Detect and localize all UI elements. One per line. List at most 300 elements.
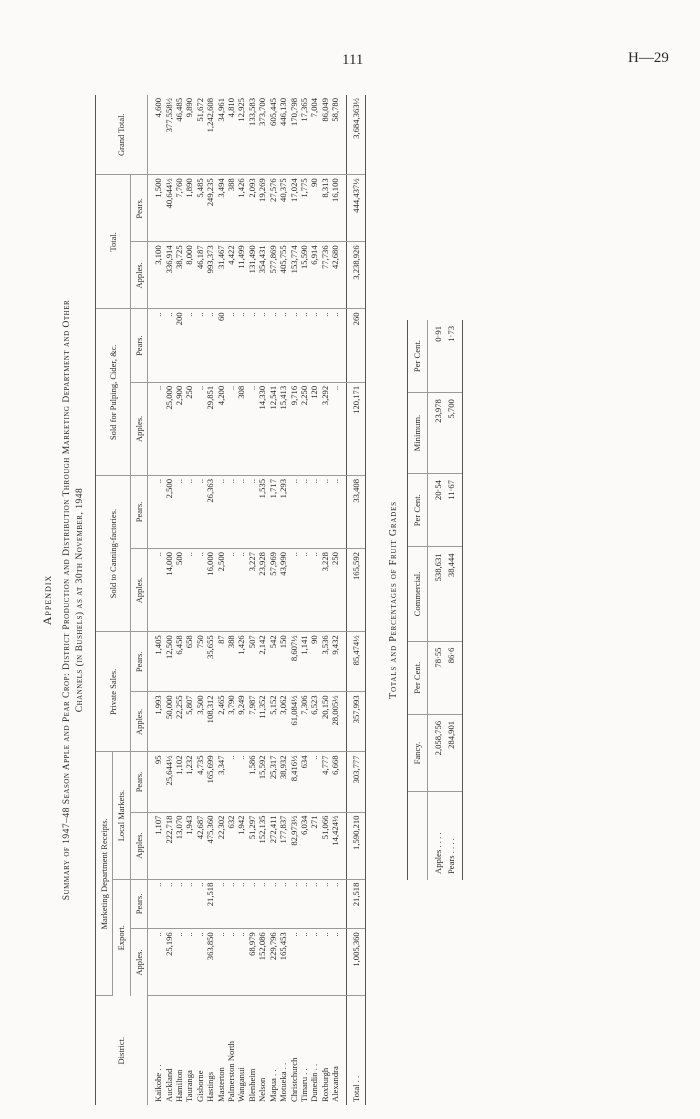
header-pears: Pears. [130,632,147,692]
grades-table [407,320,463,880]
summary-title-line1: Summary of 1947–48 Season Apple and Pear Crop: District Production and Distribution Through Marketing Department and Other [62,299,72,901]
table-cell: 34,961 [216,95,226,175]
total-cell: 85,474½ [346,632,365,692]
table-cell: 7,760 [174,175,184,242]
table-cell: .. [309,549,319,632]
table-cell: 50,000 [164,692,174,752]
table-cell: .. [236,309,246,382]
table-cell: 507 [247,632,257,692]
table-cell: .. [226,549,236,632]
table-cell: 61,084½ [289,692,299,752]
table-cell: .. [226,752,236,812]
table-cell: 658 [184,632,194,692]
district-name: Christchurch [288,1057,299,1102]
table-cell: 250 [330,549,346,632]
table-cell: 2,142 [257,632,267,692]
table-cell: .. [148,549,164,632]
table-cell: 6,034 [299,812,309,879]
table-cell: 250 [184,382,194,475]
grades-row [427,320,445,880]
grades-row [445,320,463,880]
district-name: Nelson [257,1077,268,1102]
table-cell: .. [289,879,299,929]
table-cell: 133,583 [247,95,257,175]
table-cell: 5,152 [268,692,278,752]
table-cell: 170,798 [289,95,299,175]
rotated-content [40,90,660,1110]
table-cell: 475,360 [205,812,215,879]
table-cell: .. [195,549,205,632]
grades-body [427,320,462,880]
table-cell: 1,242,608 [205,95,215,175]
header-private: Private Sales. [96,632,131,752]
table-cell: .. [320,475,330,548]
table-cell: .. [148,879,164,929]
table-cell: 1,717 [268,475,278,548]
table-cell: .. [330,382,346,475]
table-cell: .. [148,309,164,382]
table-cell: 25,644½ [164,752,174,812]
table-cell: .. [148,382,164,475]
district-name: Timaru . . [298,1068,309,1102]
grades-header-blank [407,792,427,880]
table-cell: .. [184,309,194,382]
table-cell: .. [278,309,288,382]
table-cell: 6,458 [174,632,184,692]
header-grand-total: Grand Total. [96,95,148,175]
table-cell: .. [299,475,309,548]
header-apples: Apples. [130,242,147,309]
table-cell: 15,413 [278,382,288,475]
table-cell: 5,807 [184,692,194,752]
table-cell: 388 [226,175,236,242]
header-apples: Apples. [130,382,147,475]
table-cell: .. [236,475,246,548]
district-name: Hamilton [174,1069,185,1102]
table-cell: 25,317 [268,752,278,812]
total-cell: 303,777 [346,752,365,812]
page-reference: H—29 [628,50,669,66]
table-cell: 4,422 [226,242,236,309]
table-cell: 90 [309,632,319,692]
grades-cell: 0·91 [427,320,445,393]
table-cell: 354,431 [257,242,267,309]
table-cell: .. [226,382,236,475]
header-pears: Pears. [130,475,147,548]
table-cell: 3,062 [278,692,288,752]
table-cell: .. [226,309,236,382]
table-cell: 993,373 [205,242,215,309]
table-cell: 51,066 [320,812,330,879]
table-cell: 31,467 [216,242,226,309]
table-cell: 21,518 [205,879,215,929]
table-cell: .. [195,382,205,475]
table-cell: 9,249 [236,692,246,752]
table-cell: .. [330,929,346,996]
table-cell: 6,914 [309,242,319,309]
table-cell: 14,330 [257,382,267,475]
table-cell: 131,490 [247,242,257,309]
table-cell: .. [320,879,330,929]
grades-header-percent: Per Cent. [407,320,427,393]
table-cell: .. [320,309,330,382]
table-cell: .. [184,879,194,929]
table-cell: .. [299,309,309,382]
total-cell: 3,684,363½ [346,95,365,175]
grades-cell: 38,444 [445,547,463,641]
total-cell: 3,238,926 [346,242,365,309]
table-cell: 8,607½ [289,632,299,692]
grades-cell: 5,700 [445,393,463,474]
header-apples: Apples. [130,929,147,996]
table-cell: 5,485 [195,175,205,242]
table-cell: 165,699 [205,752,215,812]
grades-cell: 2,058,756 [427,714,445,791]
district-name: Auckland [163,1068,174,1102]
table-row [195,95,205,1105]
fruit-name: Apples . . . . [432,832,443,874]
table-row [205,95,215,1105]
table-cell: .. [226,475,236,548]
table-cell: 108,312 [205,692,215,752]
table-cell: 500 [174,549,184,632]
table-cell: 90 [309,175,319,242]
grades-cell: 78·55 [427,641,445,714]
table-cell: .. [226,929,236,996]
table-cell: 13,070 [174,812,184,879]
grades-header-fancy: Fancy. [407,714,427,791]
table-cell: .. [174,879,184,929]
table-cell: 40,644½ [164,175,174,242]
table-cell: 4,200 [216,382,226,475]
district-name: Masterton [215,1067,226,1102]
district-name: Dunedin . . [309,1063,320,1102]
table-cell: .. [216,475,226,548]
grades-header-minimum: Minimum. [407,393,427,474]
district-name: Gisborne [194,1070,205,1102]
table-cell: 12,541 [268,382,278,475]
table-row [148,95,164,1105]
table-cell: 200 [174,309,184,382]
table-cell: 2,250 [299,382,309,475]
table-row [247,95,257,1105]
table-cell: 46,187 [195,242,205,309]
table-row [184,95,194,1105]
table-cell: 2,500 [216,549,226,632]
table-cell: 6,523 [309,692,319,752]
table-row [174,95,184,1105]
summary-title [61,90,87,1110]
table-cell: .. [164,309,174,382]
table-cell: 1,426 [236,632,246,692]
table-cell: .. [164,879,174,929]
district-name: Roxburgh [319,1067,330,1102]
header-apples: Apples. [130,812,147,879]
grades-cell: 86·6 [445,641,463,714]
table-cell: .. [268,309,278,382]
table-row [320,95,330,1105]
header-pears: Pears. [130,879,147,929]
table-cell: 35,655 [205,632,215,692]
table-cell: 3,100 [148,242,164,309]
table-cell: 3,347 [216,752,226,812]
table-cell: 16,100 [330,175,346,242]
table-cell: 77,736 [320,242,330,309]
table-row [216,95,226,1105]
table-cell: 3,500 [195,692,205,752]
table-cell: 28,005½ [330,692,346,752]
table-cell: 16,000 [205,549,215,632]
table-cell: 1,107 [148,812,164,879]
table-cell: .. [309,752,319,812]
table-cell: 150 [278,632,288,692]
table-cell: .. [257,309,267,382]
table-cell: 634 [299,752,309,812]
table-cell: 605,445 [268,95,278,175]
header-canning: Sold to Canning-factories. [96,475,131,631]
total-row [346,95,365,1105]
table-cell: .. [289,929,299,996]
fruit-name: Pears . . . . [445,792,463,880]
table-cell: .. [257,879,267,929]
table-cell: .. [330,475,346,548]
table-cell: .. [289,475,299,548]
table-cell: 95 [148,752,164,812]
table-cell: 3,292 [320,382,330,475]
table-cell: 40,375 [278,175,288,242]
grades-cell: 538,631 [427,547,445,641]
table-cell: 51,297 [247,812,257,879]
table-cell: .. [330,309,346,382]
table-cell: 1,890 [184,175,194,242]
table-cell: 152,086 [257,929,267,996]
table-cell: 177,837 [278,812,288,879]
total-cell: 357,993 [346,692,365,752]
table-row [330,95,346,1105]
grades-title: Totals and Percentages of Fruit Grades [387,501,399,699]
grades-cell: 20·54 [427,474,445,547]
table-cell: 12,925 [236,95,246,175]
table-row [268,95,278,1105]
table-cell: 750 [195,632,205,692]
table-cell: 8,313 [320,175,330,242]
total-cell: 260 [346,309,365,382]
table-cell: 38,932 [278,752,288,812]
grades-header-percent: Per Cent. [407,641,427,714]
header-marketing: Marketing Department Receipts. [96,752,113,996]
table-cell: 2,500 [164,475,174,548]
grades-header-percent: Per Cent. [407,474,427,547]
table-cell: 42,680 [330,242,346,309]
table-cell: 17,024 [289,175,299,242]
table-cell: 22,255 [174,692,184,752]
table-cell: 222,718 [164,812,174,879]
table-cell: .. [330,879,346,929]
table-cell: 14,000 [164,549,174,632]
table-cell: 9,890 [184,95,194,175]
header-pears: Pears. [130,752,147,812]
table-cell: .. [205,309,215,382]
table-cell: 27,576 [268,175,278,242]
total-cell: 120,171 [346,382,365,475]
total-cell: 21,518 [346,879,365,929]
table-cell: 20,150 [320,692,330,752]
header-total: Total. [96,175,131,309]
total-cell: 165,592 [346,549,365,632]
table-cell: 25,000 [164,382,174,475]
table-cell: 6,668 [330,752,346,812]
table-cell: 336,914 [164,242,174,309]
summary-title-line2: Channels (in Bushels) as at 30th November, 1948 [75,487,85,713]
table-cell: .. [299,879,309,929]
production-table [95,95,366,1105]
table-cell: .. [236,549,246,632]
total-cell: 1,005,360 [346,929,365,996]
table-cell: 38,725 [174,242,184,309]
table-cell: 405,755 [278,242,288,309]
district-name: Mapua . . [267,1069,278,1102]
table-cell: 272,411 [268,812,278,879]
grades-header-commercial: Commercial. [407,547,427,641]
table-cell: .. [184,929,194,996]
table-cell: 7,987 [247,692,257,752]
table-row [278,95,288,1105]
table-cell: .. [309,929,319,996]
header-pulping: Sold for Pulping, Cider, &c. [96,309,131,476]
header-local: Local Markets. [113,752,130,879]
table-cell: 1,405 [148,632,164,692]
table-cell: 1,943 [184,812,194,879]
table-cell: 42,687 [195,812,205,879]
table-cell: 11,499 [236,242,246,309]
table-cell: .. [268,879,278,929]
table-cell: .. [309,309,319,382]
table-cell: 1,102 [174,752,184,812]
table-row [226,95,236,1105]
table-cell: .. [226,879,236,929]
table-cell: 29,851 [205,382,215,475]
table-cell: 87 [216,632,226,692]
table-cell: 4,735 [195,752,205,812]
table-cell: .. [174,929,184,996]
table-cell: .. [236,879,246,929]
table-row [309,95,319,1105]
total-label: Total . . [346,996,365,1105]
table-cell: 2,093 [247,175,257,242]
table-cell: 446,130 [278,95,288,175]
table-cell: .. [289,549,299,632]
table-cell: 8,000 [184,242,194,309]
table-row [164,95,174,1105]
table-cell: .. [195,475,205,548]
table-cell: .. [184,475,194,548]
table-cell: 4,810 [226,95,236,175]
table-cell: 4,777 [320,752,330,812]
table-cell: 249,235 [205,175,215,242]
table-cell: 46,485 [174,95,184,175]
grades-cell: 11·67 [445,474,463,547]
table-row [299,95,309,1105]
table-cell: .. [216,879,226,929]
table-cell: 3,227 [247,549,257,632]
grades-cell: 23,978 [427,393,445,474]
table-cell: .. [309,879,319,929]
table-cell: 7,004 [309,95,319,175]
table-cell: 60 [216,309,226,382]
table-body [148,95,346,1105]
table-cell: .. [216,929,226,996]
table-cell: .. [247,382,257,475]
table-cell: .. [148,475,164,548]
table-cell: 377,558½ [164,95,174,175]
total-cell: 1,590,210 [346,812,365,879]
table-cell: 271 [309,812,319,879]
table-cell: 388 [226,632,236,692]
table-cell: .. [299,929,309,996]
district-name: Wanganui [236,1067,247,1102]
table-cell: .. [195,929,205,996]
total-cell: 33,408 [346,475,365,548]
table-cell: 632 [226,812,236,879]
table-cell: 25,196 [164,929,174,996]
table-cell: 15,590 [299,242,309,309]
table-cell: 153,774 [289,242,299,309]
table-cell: 2,465 [216,692,226,752]
table-cell: 43,990 [278,549,288,632]
grades-cell: 1·73 [445,320,463,393]
table-row [289,95,299,1105]
table-cell: 2,900 [174,382,184,475]
table-cell: 11,352 [257,692,267,752]
table-cell: 3,494 [216,175,226,242]
table-cell: 8,416½ [289,752,299,812]
table-cell: 1,141 [299,632,309,692]
total-cell: 444,437½ [346,175,365,242]
table-cell: 22,302 [216,812,226,879]
table-cell: .. [299,549,309,632]
table-cell: 1,232 [184,752,194,812]
table-cell: .. [174,475,184,548]
table-cell: 9,432 [330,632,346,692]
table-cell: .. [247,475,257,548]
table-cell: 12,500 [164,632,174,692]
table-cell: 308 [236,382,246,475]
table-cell: 14,424½ [330,812,346,879]
page-number: 111 [342,52,364,68]
header-district: District. [96,996,148,1105]
table-cell: 86,049 [320,95,330,175]
table-cell: 3,228 [320,549,330,632]
district-name: Tauranga [184,1070,195,1102]
table-cell: .. [278,879,288,929]
table-cell: 1,535 [257,475,267,548]
table-cell: .. [195,879,205,929]
table-cell: 229,796 [268,929,278,996]
table-cell: .. [309,475,319,548]
table-cell: 68,979 [247,929,257,996]
table-cell: 7,306 [299,692,309,752]
table-cell: 26,363 [205,475,215,548]
table-cell: 120 [309,382,319,475]
table-cell: 577,869 [268,242,278,309]
header-pears: Pears. [130,309,147,382]
table-row [236,95,246,1105]
table-cell: 82,973½ [289,812,299,879]
table-cell: .. [236,929,246,996]
header-apples: Apples. [130,549,147,632]
table-cell: 1,426 [236,175,246,242]
table-cell: 57,969 [268,549,278,632]
